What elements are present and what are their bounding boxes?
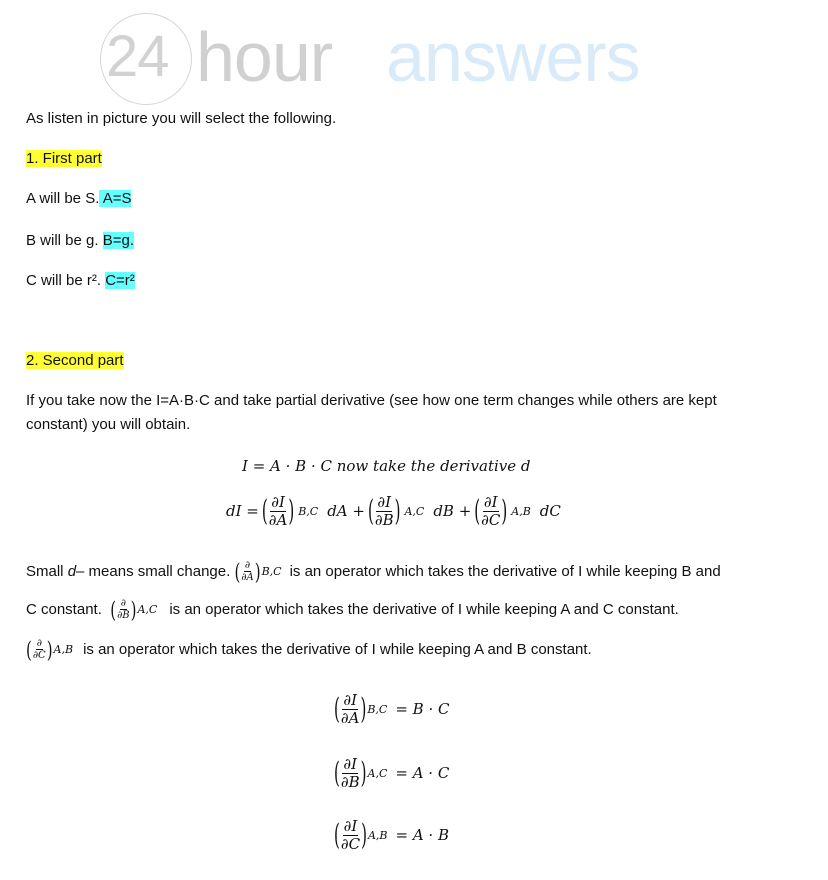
part2-paragraph-line2: constant) you will obtain. [26, 416, 191, 433]
operator-d-dB: ( $\frac{\partial}{\partial B}$ ) [110, 596, 137, 623]
logo-word-answers: answers [386, 18, 640, 96]
operator-d-dA: ( $\frac{\partial}{\partial A}$ ) [234, 558, 261, 585]
part2-heading: 2. Second part [26, 352, 124, 369]
partial-I-A: ( $\frac{\partial I}{\partial A}$ ) [261, 493, 295, 529]
part1-heading: 1. First part [26, 150, 102, 167]
equation-product: I = A · B · C now take the derivative d [242, 457, 531, 475]
eq-dI: dI = [226, 502, 259, 520]
part1-line-b: B will be g. B=g. [26, 232, 134, 249]
equation-total-differential: dI = ( $\frac{\partial I}{\partial A}$ ) B,C dA + ( $\frac{\partial I}{\partial B}$ ) A,C dB + ( $\frac{\partial I}{\partial C}$ ) A,B dC [226, 493, 561, 529]
result-partial-B: ( $\frac{\partial I}{\partial B}$ ) A,C = A · C [334, 755, 450, 791]
partial-I-B: ( $\frac{\partial I}{\partial B}$ ) [367, 493, 401, 529]
part1-line-a: A will be S. A=S [26, 190, 132, 207]
partial-I-C: ( $\frac{\partial I}{\partial C}$ ) [474, 493, 508, 529]
result-partial-C: ( $\frac{\partial I}{\partial C}$ ) A,B = A · B [334, 817, 449, 853]
operator-c-line: ( $\frac{\partial}{\partial C}$ ) A,B is an operator which takes the derivative of I while keeping A and B constant. [26, 636, 592, 663]
intro-text: As listen in picture you will select the following. [26, 110, 337, 127]
part2-paragraph-line1: If you take now the I=A·B·C and take partial derivative (see how one term changes while others are kept [26, 392, 717, 409]
logo-word-hour: hour [196, 18, 333, 96]
operator-d-dC: ( $\frac{\partial}{\partial C}$ ) [26, 636, 53, 663]
small-d-line: Small d – means small change. ( $\frac{\partial}{\partial A}$ ) B,C is an operator which takes the derivative of I while keeping B and [26, 558, 721, 585]
logo-number: 24 [106, 24, 169, 89]
result-partial-A: ( $\frac{\partial I}{\partial A}$ ) B,C = B · C [334, 691, 450, 727]
c-constant-line: C constant. ( $\frac{\partial}{\partial B}$ ) A,C is an operator which takes the derivative of I while keeping A and C constant. [26, 596, 679, 623]
part1-line-c: C will be r². C=r² [26, 272, 135, 289]
